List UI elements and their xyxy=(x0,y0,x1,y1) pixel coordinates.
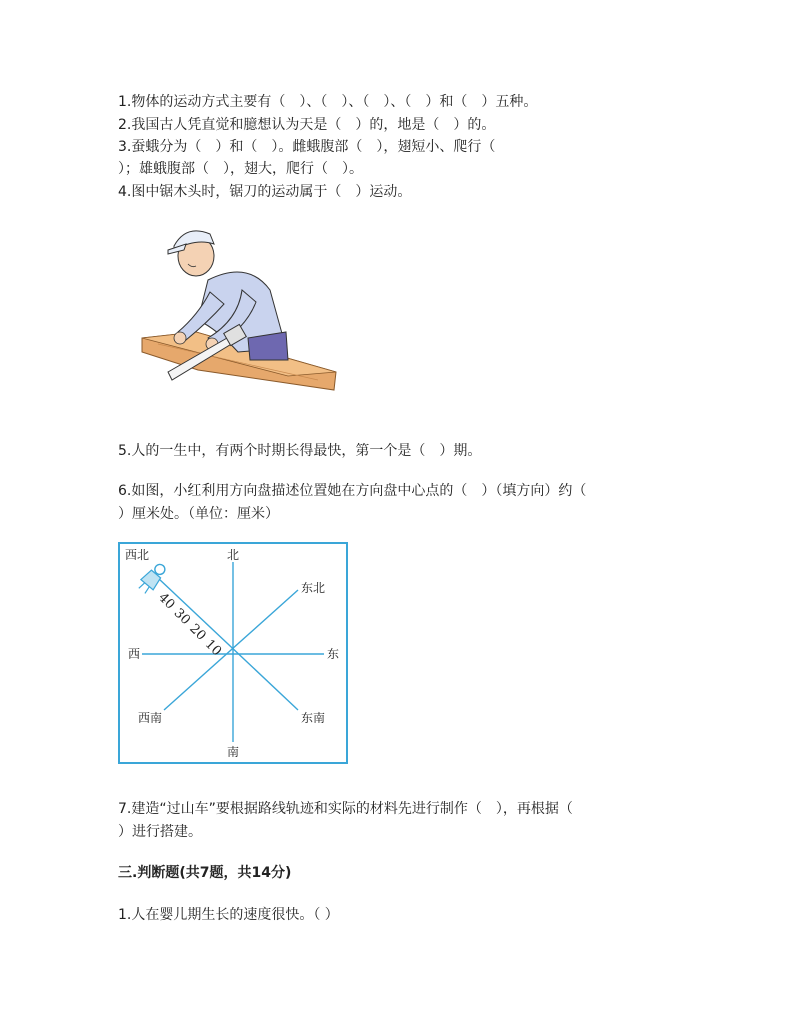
tick-30: 30 xyxy=(170,605,194,629)
label-north: 北 xyxy=(227,548,240,562)
question-7-line-2: ）进行搭建。 xyxy=(118,824,202,840)
section-heading-judgment: 三.判断题(共7题，共14分) xyxy=(118,865,292,881)
label-southeast: 东南 xyxy=(301,711,326,725)
question-3-line-2: ）；雄蛾腹部（ ），翅大，爬行（ ）。 xyxy=(118,161,363,177)
label-northwest: 西北 xyxy=(125,548,150,562)
label-east: 东 xyxy=(327,647,340,661)
question-5: 5.人的一生中，有两个时期长得最快，第一个是（ ）期。 xyxy=(118,443,482,459)
question-4: 4.图中锯木头时，锯刀的运动属于（ ）运动。 xyxy=(118,184,412,200)
label-southwest: 西南 xyxy=(138,711,163,725)
label-south: 南 xyxy=(227,745,240,759)
question-6-line-2: ）厘米处。（单位：厘米） xyxy=(118,506,279,522)
judgment-question-1: 1.人在婴儿期生长的速度很快。（ ） xyxy=(118,907,339,923)
question-6-line-1: 6.如图，小红利用方向盘描述位置她在方向盘中心点的（ ）（填方向）约（ xyxy=(118,483,587,499)
direction-compass-diagram xyxy=(118,542,348,764)
label-west: 西 xyxy=(128,647,141,661)
label-northeast: 东北 xyxy=(301,581,326,595)
question-7-line-1: 7.建造“过山车”要根据路线轨迹和实际的材料先进行制作（ ），再根据（ xyxy=(118,801,573,817)
question-2: 2.我国古人凭直觉和臆想认为天是（ ）的，地是（ ）的。 xyxy=(118,117,496,133)
sawing-wood-illustration xyxy=(138,220,338,398)
question-1: 1.物体的运动方式主要有（ ）、（ ）、（ ）、（ ）和（ ）五种。 xyxy=(118,94,538,110)
tick-40: 40 xyxy=(155,590,178,613)
question-3-line-1: 3.蚕蛾分为（ ）和（ ）。雌蛾腹部（ ），翅短小、爬行（ xyxy=(118,139,496,155)
tick-20: 20 xyxy=(186,621,209,644)
tick-10: 10 xyxy=(201,636,225,660)
